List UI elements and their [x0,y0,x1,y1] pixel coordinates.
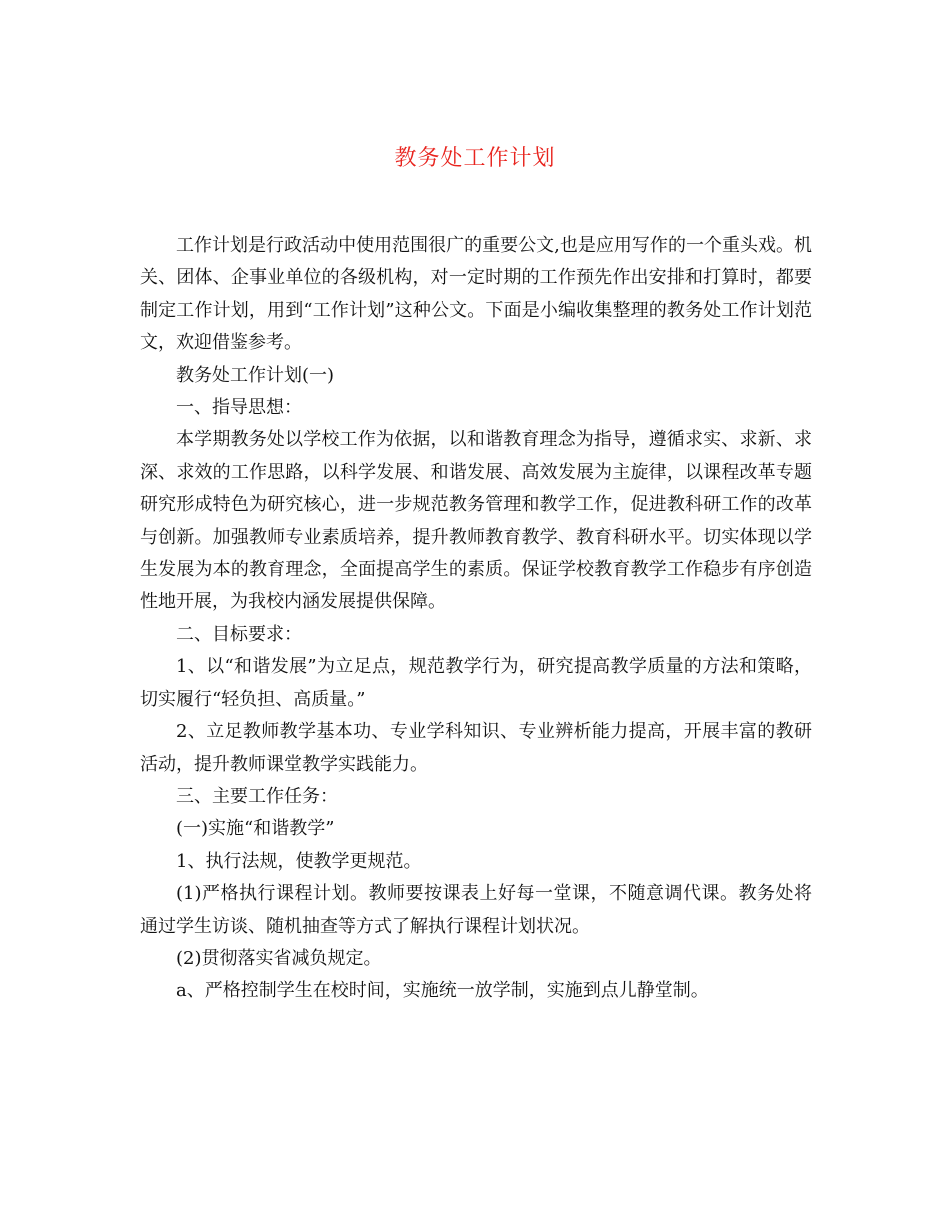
task-subitem-2: (2)贯彻落实省减负规定。 [176,947,382,969]
goal-item-2: 2、立足教师教学基本功、专业学科知识、专业辨析能力提高，开展丰富的教研活动，提升教师课堂教学实践能力。 [140,721,812,775]
section-heading-plan-one: 教务处工作计划(一) [176,364,335,386]
document-title: 教务处工作计划 [394,146,556,171]
goal-item-1: 1、以“和谐发展”为立足点，规范教学行为，研究提高教学质量的方法和策略，切实履行“轻负担、高质量。” [140,656,812,710]
guiding-ideology-paragraph: 本学期教务处以学校工作为依据，以和谐教育理念为指导，遵循求实、求新、求深、求效的工作思路，以科学发展、和谐发展、高效发展为主旋律，以课程改革专题研究形成特色为研究核心，进一步规范教务管理和教学工作，促进教科研工作的改革与创新。加强教师专业素质培养，提升教师教育教学、教育科研水平。切实体现以学生发展为本的教育理念，全面提高学生的素质。保证学校教育教学工作稳步有序创造性地开展，为我校内涵发展提供保障。 [140,429,812,613]
task-subitem-1: (1)严格执行课程计划。教师要按课表上好每一堂课，不随意调代课。教务处将通过学生访谈、随机抽查等方式了解执行课程计划状况。 [140,883,812,937]
task-subitem-a: a、严格控制学生在校时间，实施统一放学制，实施到点儿静堂制。 [176,980,709,1002]
heading-main-tasks: 三、主要工作任务： [176,785,338,807]
heading-guiding-ideology: 一、指导思想： [176,397,302,419]
subheading-harmonious-teaching: (一)实施“和谐教学” [176,818,335,840]
intro-paragraph: 工作计划是行政活动中使用范围很广的重要公文,也是应用写作的一个重头戏。机关、团体、企事业单位的各级机构，对一定时期的工作预先作出安排和打算时，都要制定工作计划，用到“工作计划”这种公文。下面是小编收集整理的教务处工作计划范文，欢迎借鉴参考。 [140,235,812,354]
task-item-1: 1、执行法规，使教学更规范。 [176,850,422,872]
document-body [140,230,812,1008]
heading-goals: 二、目标要求： [176,623,302,645]
